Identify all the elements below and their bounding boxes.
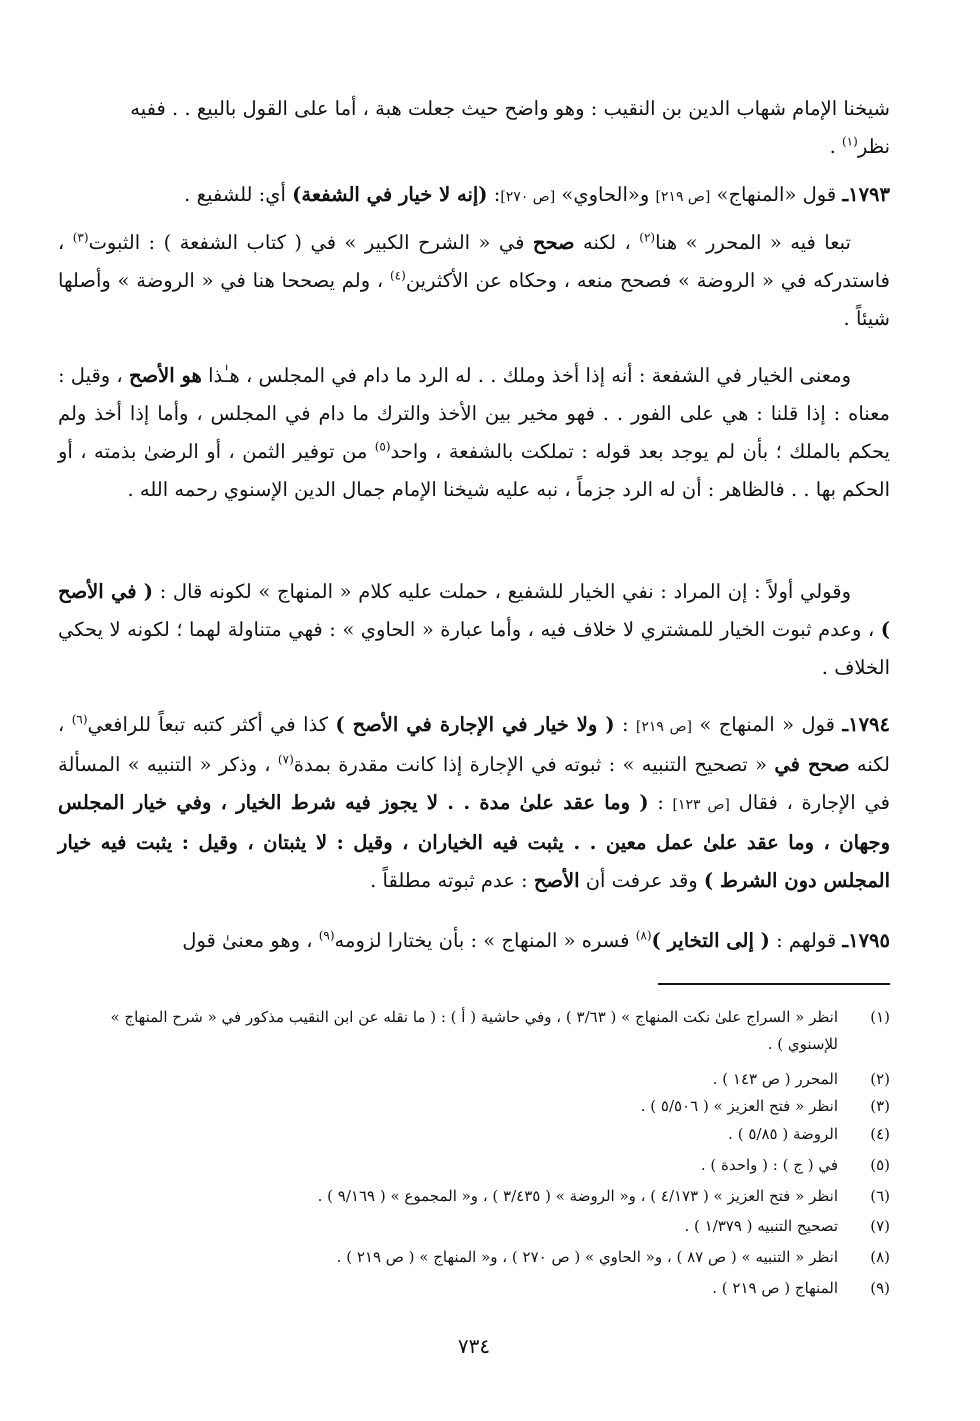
text: ، لكنه [58,713,890,776]
paragraph-1793 [58,176,890,216]
footnote [58,1275,890,1302]
text: ، فاستدركه في « الروضة » فصحح منعه ، وحكاه عن الأكثرين [58,231,890,292]
text: أي: للشفيع . [184,183,293,206]
page-ref: [ص ٢١٩] [655,189,711,205]
text: كذا في أكثر كتبه تبعاً للرافعي [87,713,336,736]
text: ومعنى الخيار في الشفعة : أنه إذا أخذ وملك . . له الرد ما دام في المجلس ، هـٰذا [201,364,851,387]
text: : [614,713,636,736]
footnote-text: انظر « فتح العزيز » ( ٤/١٧٣ ) ، و« الروضة » ( ٣/٤٣٥ ) ، و« المجموع » ( ٩/١٦٩ ) . [317,1187,838,1205]
text: ، وهو معنىٰ قول [182,929,319,952]
page-number: ٧٣٤ [457,1334,491,1358]
footnote-number: (١) [870,1008,890,1026]
text: وقولي أولاً : إن المراد : نفي الخيار للشفيع ، حملت عليه كلام « المنهاج » لكونه قال : [153,580,851,603]
text: قول «المنهاج» [710,183,843,206]
text: و«الحاوي» [555,183,656,206]
footnote-text: تصحيح التنبيه ( ١/٣٧٩ ) . [684,1217,838,1235]
bold-term: الأصح [533,869,580,892]
text: : [648,791,673,814]
footnote-number: (٤) [870,1125,890,1143]
text: ، وقيل : معناه : إذا قلنا : هي على الفور . . فهو مخير بين الأخذ والترك ما دام في المجلس ، وأما إذا أخذ ولم يحكم بالملك ؛ بأن لم يوجد بعد قوله : تملكت بالشفعة ، واحد [58,364,890,463]
footnote [58,1121,890,1148]
text: شيخنا الإمام شهاب الدين بن النقيب : وهو واضح حيث جعلت هبة ، أما على القول بالبيع . . ففيه [130,97,890,120]
bold-term: هو الأصح [128,364,202,387]
text: : عدم ثبوته مطلقاً . [370,869,534,892]
footnote [58,1004,890,1058]
text: ، وعدم ثبوت الخيار للمشتري لا خلاف فيه ، وأما عبارة « الحاوي » : فهي متناولة لهما ؛ لكونه لا يحكي الخلاف . [58,618,890,679]
footnote-number: (٥) [870,1156,890,1174]
footnote-text: المحرر ( ص ١٤٣ ) . [712,1070,838,1088]
footnote [58,1152,890,1179]
text: قول « المنهاج » [691,713,843,736]
text: في « الشرح الكبير » في ( كتاب الشفعة ) : الثبوت [88,231,533,254]
footnote-ref[interactable]: (٧) [277,752,294,767]
text: من توفير الثمن ، أو الرضىٰ بذمته ، أو الحكم بها . . فالظاهر : أن له الرد جزماً ، نبه عليه شيخنا الإمام جمال الدين الإسنوي رحمه الله . [58,440,890,501]
paragraph-commentary-2 [58,357,890,509]
footnote-number: (٦) [870,1187,890,1205]
footnote-text: الروضة ( ٥/٨٥ ) . [728,1125,838,1143]
footnote-text: المنهاج ( ص ٢١٩ ) . [712,1279,838,1297]
quoted-text: ( في الأصح ) [58,580,890,641]
entry-number: ١٧٩٥ـ [842,929,890,952]
footnote-text: انظر « فتح العزيز » ( ٥/٥٠٦ ) . [640,1097,838,1115]
footnote-text: انظر « السراج علىٰ نكت المنهاج » ( ٣/٦٣ ) ، وفي حاشية ( أ ) : ( ما نقله عن ابن النقيب مذكور في « شرح المنهاج » للإسنوي ) . [110,1008,838,1053]
text: فسره « المنهاج » : بأن يختارا لزومه [334,929,636,952]
text: قولهم : [769,929,843,952]
page-ref: [ص ٢٧٠] [500,189,556,205]
text: ، وذكر « التنبيه » المسألة في الإجارة ، فقال [58,753,890,814]
paragraph-continuation [58,90,890,166]
text: ، لكنه [574,231,640,254]
footnote-ref[interactable]: (٦) [71,712,88,727]
entry-number: ١٧٩٣ـ [842,183,890,206]
text: . [829,135,842,158]
footnote [58,1244,890,1271]
text: ، ولم يصححا هنا في « الروضة » وأصلها شيئاً . [58,269,890,330]
footnote-number: (٩) [870,1279,890,1297]
paragraph-1794 [58,706,890,900]
footnote [58,1183,890,1210]
quoted-text: ( وما عقد علىٰ مدة . . لا يجوز فيه شرط الخيار ، وفي خيار المجلس وجهان ، وما عقد علىٰ عمل معين . . يثبت فيه الخياران ، وقيل : لا يثبتان ، وقيل : يثبت فيه خيار المجلس دون الشرط ) [58,791,890,892]
text: : [487,183,501,206]
text: نظر [857,135,890,158]
footnote-text: انظر « التنبيه » ( ص ٨٧ ) ، و« الحاوي » ( ص ٢٧٠ ) ، و« المنهاج » ( ص ٢١٩ ) . [336,1248,838,1266]
footnote-number: (٢) [870,1070,890,1088]
footnote [58,1093,890,1120]
entry-number: ١٧٩٤ـ [842,713,891,736]
bold-term: صحح في [774,753,850,776]
text: « تصحيح التنبيه » : ثبوته في الإجارة إذا كانت مقدرة بمدة [293,753,775,776]
bold-term: صحح [532,231,575,254]
paragraph-commentary-1 [58,224,890,338]
footnote-number: (٣) [870,1097,890,1115]
footnote-number: (٨) [870,1248,890,1266]
footnote-separator [658,983,890,985]
footnote-text: في ( ج ) : ( واحدة ) . [700,1156,838,1174]
footnote-ref[interactable]: (٨) [635,928,652,943]
footnote-ref[interactable]: (٩) [318,928,335,943]
footnote-ref[interactable]: (١) [841,134,858,149]
page-ref: [ص ٢١٩] [635,719,692,735]
footnote-ref[interactable]: (٣) [72,230,89,245]
page-ref: [ص ١٢٣] [672,797,730,813]
footnote [58,1066,890,1093]
paragraph-1795 [58,922,890,960]
text: تبعا فيه « المحرر » هنا [655,231,851,254]
quoted-text: ( ولا خيار في الإجارة في الأصح ) [335,713,615,736]
quoted-text: ( إلى التخاير ) [651,929,770,952]
text: وقد عرفت أن [579,869,704,892]
footnote-ref[interactable]: (٤) [389,268,406,283]
footnote-ref[interactable]: (٢) [639,230,656,245]
quoted-text: (إنه لا خيار في الشفعة) [292,183,488,206]
footnote-number: (٧) [870,1217,890,1235]
page [58,0,890,1421]
paragraph-commentary-3 [58,573,890,687]
footnote-ref[interactable]: (٥) [374,439,391,454]
footnote [58,1213,890,1240]
